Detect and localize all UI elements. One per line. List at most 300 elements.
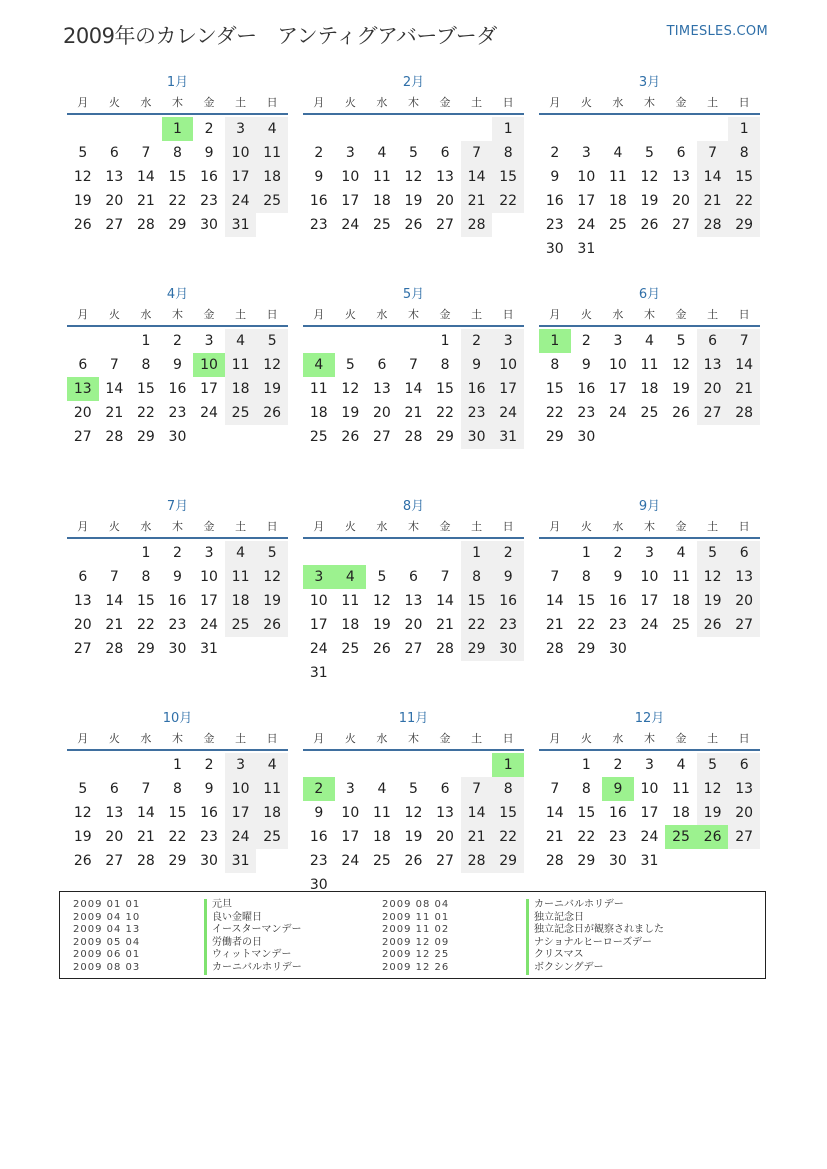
day-cell[interactable]: 23	[309, 217, 328, 233]
day-cell[interactable]: 20	[105, 829, 124, 845]
day-cell[interactable]: 16	[168, 381, 187, 397]
day-cell[interactable]: 28	[436, 641, 454, 657]
day-cell[interactable]: 26	[672, 405, 690, 421]
day-cell[interactable]: 8	[141, 357, 151, 373]
day-cell[interactable]: 27	[697, 401, 729, 425]
day-cell[interactable]: 3	[581, 145, 591, 161]
day-cell[interactable]: 9	[204, 781, 214, 797]
day-cell[interactable]: 13	[436, 805, 454, 821]
day-cell[interactable]: 1	[492, 117, 524, 141]
day-cell[interactable]: 2	[173, 545, 182, 561]
day-cell[interactable]: 4	[225, 329, 257, 353]
day-cell[interactable]: 25	[372, 853, 391, 869]
day-cell[interactable]: 16	[545, 193, 564, 209]
day-cell[interactable]: 28	[697, 213, 729, 237]
day-cell[interactable]: 14	[728, 353, 760, 377]
day-cell[interactable]: 20	[105, 193, 124, 209]
day-cell[interactable]: 26	[697, 613, 729, 637]
day-cell[interactable]: 26	[73, 853, 92, 869]
day-cell[interactable]: 1	[581, 545, 591, 561]
day-cell[interactable]: 8	[440, 357, 450, 373]
day-cell[interactable]: 7	[141, 781, 151, 797]
day-cell[interactable]: 11	[341, 593, 360, 609]
day-cell[interactable]: 13	[404, 593, 423, 609]
day-cell[interactable]: 13	[67, 377, 99, 401]
day-cell[interactable]: 10	[608, 357, 627, 373]
day-cell[interactable]: 7	[697, 141, 729, 165]
day-cell[interactable]: 19	[372, 617, 391, 633]
day-cell[interactable]: 24	[309, 641, 328, 657]
day-cell[interactable]: 13	[697, 353, 729, 377]
day-cell[interactable]: 6	[440, 145, 450, 161]
day-cell[interactable]: 26	[404, 217, 423, 233]
day-cell[interactable]: 19	[73, 829, 92, 845]
day-cell[interactable]: 18	[341, 617, 360, 633]
day-cell[interactable]: 5	[409, 145, 418, 161]
day-cell[interactable]: 14	[136, 805, 155, 821]
day-cell[interactable]: 28	[136, 853, 155, 869]
day-cell[interactable]: 8	[728, 141, 760, 165]
day-cell[interactable]: 25	[608, 217, 627, 233]
day-cell[interactable]: 9	[461, 353, 493, 377]
day-cell[interactable]: 24	[200, 405, 218, 421]
day-cell[interactable]: 28	[461, 849, 493, 873]
day-cell[interactable]: 9	[314, 805, 324, 821]
day-cell[interactable]: 31	[640, 853, 659, 869]
day-cell[interactable]: 22	[492, 825, 524, 849]
day-cell[interactable]: 19	[672, 381, 690, 397]
day-cell[interactable]: 6	[109, 781, 119, 797]
day-cell[interactable]: 2	[173, 333, 182, 349]
day-cell[interactable]: 4	[377, 145, 387, 161]
day-cell[interactable]: 17	[225, 165, 257, 189]
day-cell[interactable]: 5	[645, 145, 654, 161]
day-cell[interactable]: 20	[436, 193, 454, 209]
day-cell[interactable]: 13	[728, 777, 760, 801]
day-cell[interactable]: 20	[728, 801, 760, 825]
day-cell[interactable]: 11	[309, 381, 328, 397]
day-cell[interactable]: 17	[309, 617, 328, 633]
day-cell[interactable]: 22	[136, 405, 155, 421]
day-cell[interactable]: 27	[436, 217, 454, 233]
day-cell[interactable]: 17	[640, 805, 659, 821]
day-cell[interactable]: 29	[136, 429, 155, 445]
day-cell[interactable]: 11	[672, 569, 690, 585]
day-cell[interactable]: 11	[672, 781, 690, 797]
day-cell[interactable]: 30	[309, 877, 328, 893]
day-cell[interactable]: 29	[577, 853, 596, 869]
day-cell[interactable]: 3	[303, 565, 335, 589]
day-cell[interactable]: 8	[461, 565, 493, 589]
day-cell[interactable]: 20	[436, 829, 454, 845]
day-cell[interactable]: 18	[672, 593, 690, 609]
day-cell[interactable]: 29	[461, 637, 493, 661]
day-cell[interactable]: 3	[345, 145, 355, 161]
day-cell[interactable]: 23	[168, 405, 187, 421]
day-cell[interactable]: 10	[492, 353, 524, 377]
day-cell[interactable]: 18	[225, 589, 257, 613]
day-cell[interactable]: 29	[436, 429, 454, 445]
day-cell[interactable]: 18	[640, 381, 659, 397]
day-cell[interactable]: 21	[105, 405, 124, 421]
day-cell[interactable]: 8	[492, 141, 524, 165]
day-cell[interactable]: 5	[345, 357, 355, 373]
day-cell[interactable]: 7	[461, 141, 493, 165]
day-cell[interactable]: 30	[168, 641, 187, 657]
day-cell[interactable]: 30	[608, 853, 627, 869]
day-cell[interactable]: 16	[309, 829, 328, 845]
day-cell[interactable]: 23	[200, 829, 218, 845]
day-cell[interactable]: 16	[461, 377, 493, 401]
day-cell[interactable]: 30	[577, 429, 596, 445]
day-cell[interactable]: 1	[728, 117, 760, 141]
day-cell[interactable]: 1	[539, 329, 571, 353]
day-cell[interactable]: 31	[225, 849, 257, 873]
day-cell[interactable]: 29	[577, 641, 596, 657]
day-cell[interactable]: 3	[645, 545, 654, 561]
day-cell[interactable]: 6	[697, 329, 729, 353]
day-cell[interactable]: 9	[173, 357, 182, 373]
day-cell[interactable]: 10	[640, 569, 659, 585]
day-cell[interactable]: 19	[256, 377, 288, 401]
day-cell[interactable]: 1	[440, 333, 450, 349]
day-cell[interactable]: 30	[200, 217, 218, 233]
day-cell[interactable]: 2	[204, 757, 214, 773]
day-cell[interactable]: 23	[200, 193, 218, 209]
day-cell[interactable]: 9	[613, 569, 623, 585]
day-cell[interactable]: 22	[492, 189, 524, 213]
day-cell[interactable]: 31	[225, 213, 257, 237]
day-cell[interactable]: 8	[173, 781, 182, 797]
day-cell[interactable]: 23	[492, 613, 524, 637]
day-cell[interactable]: 25	[225, 613, 257, 637]
day-cell[interactable]: 1	[581, 757, 591, 773]
day-cell[interactable]: 22	[136, 617, 155, 633]
day-cell[interactable]: 30	[608, 641, 627, 657]
day-cell[interactable]: 6	[109, 145, 119, 161]
day-cell[interactable]: 13	[73, 593, 92, 609]
day-cell[interactable]: 20	[672, 193, 690, 209]
day-cell[interactable]: 9	[581, 357, 591, 373]
day-cell[interactable]: 10	[193, 353, 225, 377]
day-cell[interactable]: 24	[640, 617, 659, 633]
day-cell[interactable]: 17	[577, 193, 596, 209]
day-cell[interactable]: 16	[200, 169, 218, 185]
day-cell[interactable]: 12	[372, 593, 391, 609]
day-cell[interactable]: 21	[461, 189, 493, 213]
day-cell[interactable]: 2	[492, 541, 524, 565]
day-cell[interactable]: 21	[697, 189, 729, 213]
day-cell[interactable]: 11	[256, 141, 288, 165]
day-cell[interactable]: 24	[225, 189, 257, 213]
day-cell[interactable]: 11	[608, 169, 627, 185]
day-cell[interactable]: 7	[550, 569, 560, 585]
day-cell[interactable]: 15	[136, 593, 155, 609]
day-cell[interactable]: 27	[105, 853, 124, 869]
day-cell[interactable]: 18	[372, 193, 391, 209]
day-cell[interactable]: 13	[728, 565, 760, 589]
day-cell[interactable]: 6	[728, 753, 760, 777]
day-cell[interactable]: 24	[341, 217, 360, 233]
day-cell[interactable]: 11	[372, 169, 391, 185]
day-cell[interactable]: 25	[256, 189, 288, 213]
day-cell[interactable]: 27	[105, 217, 124, 233]
day-cell[interactable]: 23	[545, 217, 564, 233]
day-cell[interactable]: 9	[314, 169, 324, 185]
day-cell[interactable]: 28	[545, 853, 564, 869]
day-cell[interactable]: 2	[303, 777, 335, 801]
day-cell[interactable]: 23	[577, 405, 596, 421]
day-cell[interactable]: 19	[341, 405, 360, 421]
day-cell[interactable]: 5	[78, 781, 88, 797]
day-cell[interactable]: 16	[200, 805, 218, 821]
day-cell[interactable]: 5	[697, 753, 729, 777]
day-cell[interactable]: 1	[162, 117, 194, 141]
day-cell[interactable]: 18	[256, 801, 288, 825]
day-cell[interactable]: 8	[492, 777, 524, 801]
day-cell[interactable]: 27	[436, 853, 454, 869]
day-cell[interactable]: 10	[341, 805, 360, 821]
day-cell[interactable]: 10	[200, 569, 218, 585]
day-cell[interactable]: 19	[697, 801, 729, 825]
day-cell[interactable]: 15	[492, 801, 524, 825]
day-cell[interactable]: 6	[728, 541, 760, 565]
day-cell[interactable]: 15	[136, 381, 155, 397]
day-cell[interactable]: 3	[645, 757, 654, 773]
day-cell[interactable]: 3	[492, 329, 524, 353]
day-cell[interactable]: 14	[461, 165, 493, 189]
day-cell[interactable]: 21	[545, 617, 564, 633]
day-cell[interactable]: 7	[550, 781, 560, 797]
day-cell[interactable]: 13	[436, 169, 454, 185]
day-cell[interactable]: 17	[492, 377, 524, 401]
day-cell[interactable]: 2	[461, 329, 493, 353]
day-cell[interactable]: 2	[314, 145, 324, 161]
day-cell[interactable]: 4	[676, 757, 686, 773]
day-cell[interactable]: 13	[372, 381, 391, 397]
day-cell[interactable]: 26	[256, 613, 288, 637]
day-cell[interactable]: 5	[256, 541, 288, 565]
day-cell[interactable]: 26	[341, 429, 360, 445]
day-cell[interactable]: 12	[256, 353, 288, 377]
day-cell[interactable]: 8	[550, 357, 560, 373]
day-cell[interactable]: 21	[404, 405, 423, 421]
day-cell[interactable]: 17	[225, 801, 257, 825]
day-cell[interactable]: 12	[341, 381, 360, 397]
day-cell[interactable]: 16	[492, 589, 524, 613]
day-cell[interactable]: 13	[105, 169, 124, 185]
day-cell[interactable]: 15	[545, 381, 564, 397]
day-cell[interactable]: 14	[436, 593, 454, 609]
day-cell[interactable]: 3	[204, 333, 214, 349]
day-cell[interactable]: 4	[225, 541, 257, 565]
day-cell[interactable]: 3	[225, 117, 257, 141]
day-cell[interactable]: 20	[73, 405, 92, 421]
day-cell[interactable]: 20	[728, 589, 760, 613]
day-cell[interactable]: 9	[550, 169, 560, 185]
day-cell[interactable]: 11	[372, 805, 391, 821]
day-cell[interactable]: 12	[256, 565, 288, 589]
day-cell[interactable]: 23	[608, 617, 627, 633]
day-cell[interactable]: 6	[78, 569, 88, 585]
day-cell[interactable]: 29	[168, 853, 187, 869]
day-cell[interactable]: 8	[581, 569, 591, 585]
day-cell[interactable]: 14	[545, 805, 564, 821]
day-cell[interactable]: 27	[372, 429, 391, 445]
day-cell[interactable]: 22	[168, 829, 187, 845]
day-cell[interactable]: 15	[577, 805, 596, 821]
day-cell[interactable]: 24	[492, 401, 524, 425]
day-cell[interactable]: 10	[225, 141, 257, 165]
day-cell[interactable]: 19	[404, 829, 423, 845]
day-cell[interactable]: 1	[141, 333, 151, 349]
day-cell[interactable]: 31	[577, 241, 596, 257]
day-cell[interactable]: 14	[697, 165, 729, 189]
day-cell[interactable]: 23	[608, 829, 627, 845]
day-cell[interactable]: 24	[577, 217, 596, 233]
day-cell[interactable]: 1	[461, 541, 493, 565]
day-cell[interactable]: 15	[436, 381, 454, 397]
day-cell[interactable]: 30	[461, 425, 493, 449]
day-cell[interactable]: 18	[672, 805, 690, 821]
day-cell[interactable]: 9	[173, 569, 182, 585]
day-cell[interactable]: 17	[200, 381, 218, 397]
day-cell[interactable]: 18	[309, 405, 328, 421]
day-cell[interactable]: 15	[461, 589, 493, 613]
day-cell[interactable]: 12	[73, 169, 92, 185]
day-cell[interactable]: 7	[461, 777, 493, 801]
day-cell[interactable]: 26	[372, 641, 391, 657]
day-cell[interactable]: 27	[73, 429, 92, 445]
day-cell[interactable]: 3	[613, 333, 623, 349]
day-cell[interactable]: 5	[676, 333, 686, 349]
day-cell[interactable]: 12	[404, 169, 423, 185]
day-cell[interactable]: 29	[728, 213, 760, 237]
day-cell[interactable]: 22	[577, 829, 596, 845]
day-cell[interactable]: 29	[168, 217, 187, 233]
day-cell[interactable]: 29	[492, 849, 524, 873]
day-cell[interactable]: 26	[404, 853, 423, 869]
day-cell[interactable]: 22	[168, 193, 187, 209]
day-cell[interactable]: 17	[200, 593, 218, 609]
day-cell[interactable]: 4	[303, 353, 335, 377]
day-cell[interactable]: 5	[697, 541, 729, 565]
day-cell[interactable]: 16	[577, 381, 596, 397]
day-cell[interactable]: 14	[545, 593, 564, 609]
day-cell[interactable]: 25	[640, 405, 659, 421]
brand-link[interactable]: TIMESLES.COM	[666, 24, 768, 39]
day-cell[interactable]: 17	[608, 381, 627, 397]
day-cell[interactable]: 18	[372, 829, 391, 845]
day-cell[interactable]: 11	[640, 357, 659, 373]
day-cell[interactable]: 25	[341, 641, 360, 657]
day-cell[interactable]: 30	[200, 853, 218, 869]
day-cell[interactable]: 29	[136, 641, 155, 657]
day-cell[interactable]: 3	[345, 781, 355, 797]
day-cell[interactable]: 15	[168, 169, 187, 185]
day-cell[interactable]: 1	[173, 757, 182, 773]
day-cell[interactable]: 12	[73, 805, 92, 821]
day-cell[interactable]: 23	[309, 853, 328, 869]
day-cell[interactable]: 28	[105, 429, 124, 445]
day-cell[interactable]: 26	[73, 217, 92, 233]
day-cell[interactable]: 11	[225, 353, 257, 377]
day-cell[interactable]: 19	[256, 589, 288, 613]
day-cell[interactable]: 18	[608, 193, 627, 209]
day-cell[interactable]: 25	[256, 825, 288, 849]
day-cell[interactable]: 25	[665, 825, 697, 849]
day-cell[interactable]: 31	[200, 641, 218, 657]
day-cell[interactable]: 21	[436, 617, 454, 633]
day-cell[interactable]: 6	[440, 781, 450, 797]
day-cell[interactable]: 28	[136, 217, 155, 233]
day-cell[interactable]: 24	[225, 825, 257, 849]
day-cell[interactable]: 6	[78, 357, 88, 373]
day-cell[interactable]: 20	[73, 617, 92, 633]
day-cell[interactable]: 27	[728, 825, 760, 849]
day-cell[interactable]: 21	[136, 193, 155, 209]
day-cell[interactable]: 17	[640, 593, 659, 609]
day-cell[interactable]: 25	[672, 617, 690, 633]
day-cell[interactable]: 21	[728, 377, 760, 401]
day-cell[interactable]: 27	[728, 613, 760, 637]
day-cell[interactable]: 18	[225, 377, 257, 401]
day-cell[interactable]: 6	[377, 357, 387, 373]
day-cell[interactable]: 24	[200, 617, 218, 633]
day-cell[interactable]: 2	[581, 333, 591, 349]
day-cell[interactable]: 14	[105, 381, 124, 397]
day-cell[interactable]: 24	[608, 405, 627, 421]
day-cell[interactable]: 21	[461, 825, 493, 849]
day-cell[interactable]: 27	[404, 641, 423, 657]
day-cell[interactable]: 16	[309, 193, 328, 209]
day-cell[interactable]: 6	[676, 145, 686, 161]
day-cell[interactable]: 12	[672, 357, 690, 373]
day-cell[interactable]: 4	[645, 333, 654, 349]
day-cell[interactable]: 20	[404, 617, 423, 633]
day-cell[interactable]: 4	[335, 565, 367, 589]
day-cell[interactable]: 4	[676, 545, 686, 561]
day-cell[interactable]: 7	[409, 357, 418, 373]
day-cell[interactable]: 21	[105, 617, 124, 633]
day-cell[interactable]: 9	[492, 565, 524, 589]
day-cell[interactable]: 10	[640, 781, 659, 797]
day-cell[interactable]: 23	[461, 401, 493, 425]
day-cell[interactable]: 26	[256, 401, 288, 425]
day-cell[interactable]: 17	[341, 193, 360, 209]
day-cell[interactable]: 10	[309, 593, 328, 609]
day-cell[interactable]: 9	[602, 777, 634, 801]
day-cell[interactable]: 4	[256, 753, 288, 777]
day-cell[interactable]: 7	[109, 569, 119, 585]
day-cell[interactable]: 28	[728, 401, 760, 425]
day-cell[interactable]: 4	[256, 117, 288, 141]
day-cell[interactable]: 5	[409, 781, 418, 797]
day-cell[interactable]: 27	[672, 217, 690, 233]
day-cell[interactable]: 8	[141, 569, 151, 585]
day-cell[interactable]: 1	[141, 545, 151, 561]
day-cell[interactable]: 22	[461, 613, 493, 637]
day-cell[interactable]: 28	[461, 213, 493, 237]
day-cell[interactable]: 15	[492, 165, 524, 189]
day-cell[interactable]: 13	[105, 805, 124, 821]
day-cell[interactable]: 15	[577, 593, 596, 609]
day-cell[interactable]: 12	[697, 565, 729, 589]
day-cell[interactable]: 17	[341, 829, 360, 845]
day-cell[interactable]: 7	[109, 357, 119, 373]
day-cell[interactable]: 6	[409, 569, 418, 585]
day-cell[interactable]: 15	[168, 805, 187, 821]
